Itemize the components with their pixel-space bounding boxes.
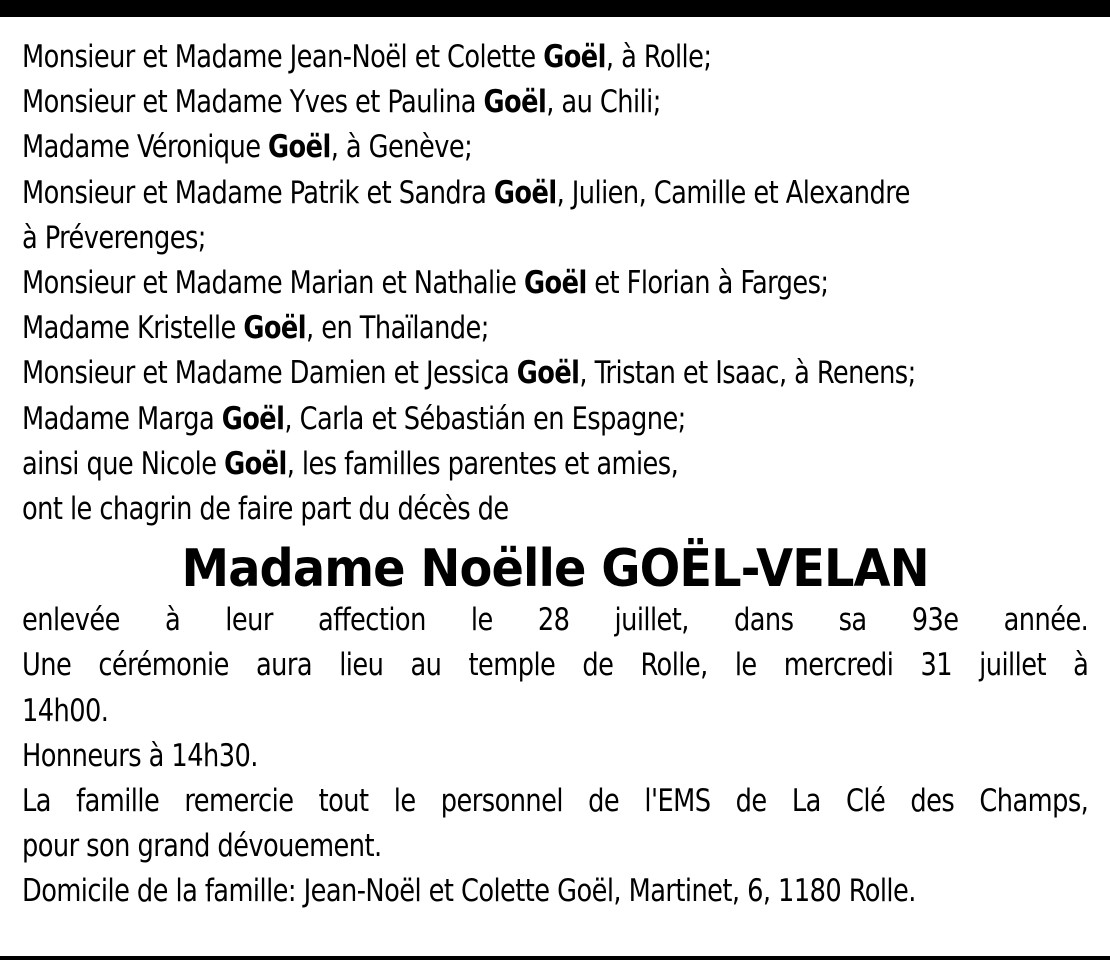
family-line-suffix: , Tristan et Isaac, à Renens; xyxy=(579,355,916,392)
ceremony-line: enlevée à leur affection le 28 juillet, dans sa 93e année. xyxy=(22,602,1089,639)
top-border xyxy=(0,0,1110,17)
ceremony-line: Une cérémonie aura lieu au temple de Rolle, le mercredi 31 juillet à xyxy=(22,647,1089,684)
family-line-text: Monsieur et Madame Patrik et Sandra xyxy=(22,174,494,211)
family-line-text: à Préverenges; xyxy=(22,219,206,256)
family-line-text: Monsieur et Madame Marian et Nathalie xyxy=(22,265,525,302)
family-line xyxy=(22,216,1088,261)
family-surname: Goël xyxy=(243,310,307,347)
family-line-text: Madame Marga xyxy=(22,400,222,437)
deceased-name-heading: Madame Noëlle GOËL-VELAN xyxy=(181,539,929,600)
announcement-intro: ont le chagrin de faire part du décès de xyxy=(22,491,509,528)
family-line-suffix: , à Rolle; xyxy=(605,39,712,75)
thanks-text-end: pour son grand dévouement. xyxy=(22,828,382,865)
family-line-text: Monsieur et Madame Yves et Paulina xyxy=(22,84,484,121)
family-line xyxy=(22,397,1088,442)
family-line xyxy=(22,125,1088,170)
family-line-text: Madame Kristelle xyxy=(22,310,244,347)
family-line xyxy=(22,171,1088,216)
family-line-suffix: , au Chili; xyxy=(546,84,661,121)
family-surname: Goël xyxy=(493,174,557,211)
family-line-text: Monsieur et Madame Damien et Jessica xyxy=(22,355,517,392)
family-line xyxy=(22,80,1088,125)
family-surname: Goël xyxy=(221,400,285,437)
family-surname: Goël xyxy=(483,84,547,121)
family-surname: Goël xyxy=(224,445,287,482)
family-line-suffix: et Florian à Farges; xyxy=(586,265,829,302)
family-line xyxy=(22,306,1088,351)
bottom-border xyxy=(0,956,1110,960)
family-line-suffix: , Julien, Camille et Alexandre xyxy=(556,174,910,211)
family-line xyxy=(22,351,1088,396)
family-list xyxy=(22,35,1088,487)
family-surname: Goël xyxy=(268,129,331,166)
family-line-text: ainsi que Nicole xyxy=(22,445,225,482)
family-line-text: Madame Véronique xyxy=(22,129,269,166)
family-line xyxy=(22,35,1088,80)
family-surname: Goël xyxy=(516,355,580,392)
family-line-text: Monsieur et Madame Jean-Noël et Colette xyxy=(22,39,544,75)
family-line-suffix: , à Genève; xyxy=(330,129,473,166)
honneurs-text: Honneurs à 14h30. xyxy=(22,737,258,774)
thanks-text: La famille remercie tout le personnel de l'EMS de La Clé des Champs, xyxy=(22,783,1089,820)
obituary-notice xyxy=(22,35,1088,915)
family-line-suffix: , les familles parentes et amies, xyxy=(286,445,679,482)
family-domicile: Domicile de la famille: Jean-Noël et Colette Goël, Martinet, 6, 1180 Rolle. xyxy=(22,873,916,910)
family-line-suffix: , Carla et Sébastián en Espagne; xyxy=(284,400,686,437)
ceremony-time: 14h00. xyxy=(22,692,109,729)
family-line xyxy=(22,261,1088,306)
family-surname: Goël xyxy=(543,39,606,75)
family-line xyxy=(22,442,1088,487)
family-line-suffix: , en Thaïlande; xyxy=(306,310,489,347)
family-surname: Goël xyxy=(524,265,587,302)
